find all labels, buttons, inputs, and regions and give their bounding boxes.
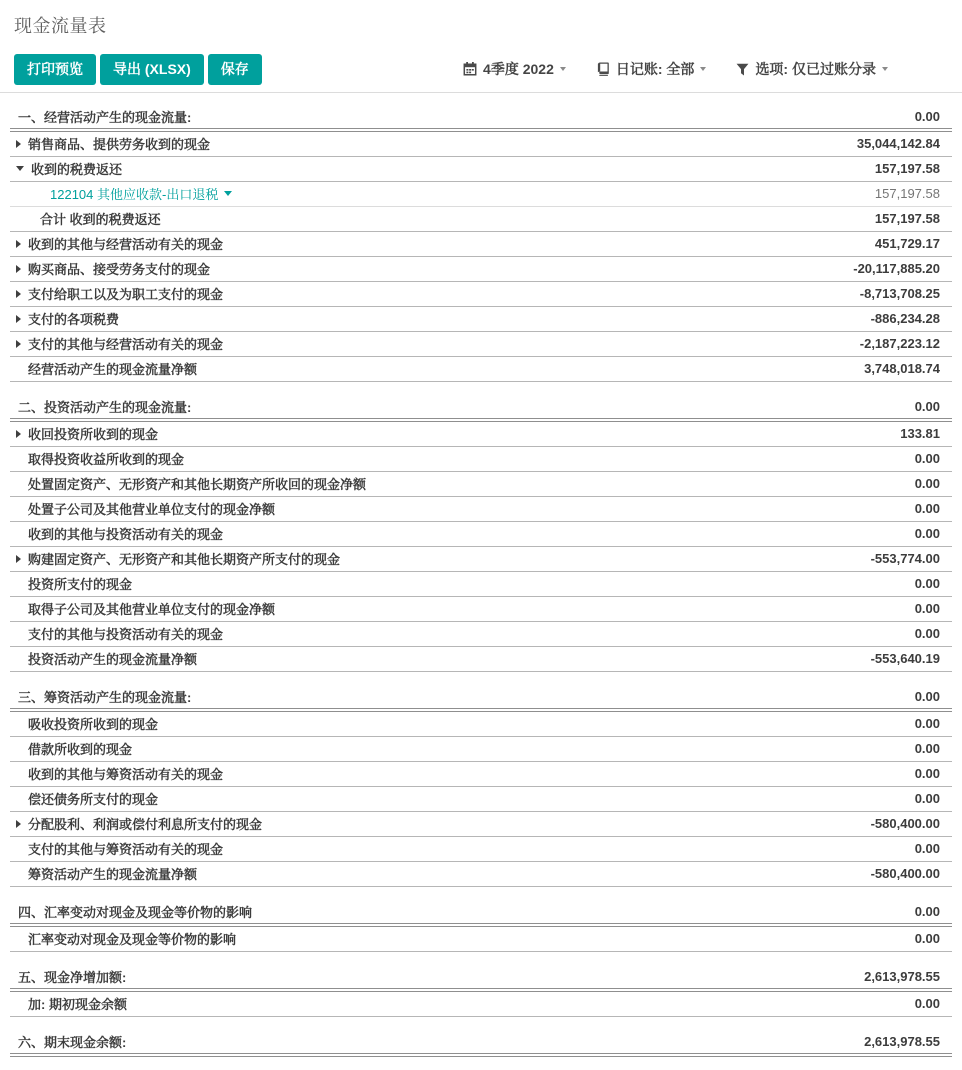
- calendar-icon: [463, 62, 477, 76]
- expand-caret-icon[interactable]: [16, 290, 21, 298]
- save-button[interactable]: 保存: [208, 54, 262, 85]
- row-label: 支付的各项税费: [28, 312, 120, 328]
- report-row: [10, 900, 952, 927]
- collapse-caret-icon[interactable]: [16, 166, 24, 171]
- report-row: [10, 992, 952, 1017]
- row-label: 分配股利、利润或偿付利息所支付的现金: [28, 817, 263, 833]
- row-label: 处置固定资产、无形资产和其他长期资产所收回的现金净额: [28, 477, 367, 493]
- row-label: 五、现金净增加额:: [18, 969, 127, 985]
- report-row[interactable]: [10, 157, 952, 182]
- button-group: [14, 54, 262, 85]
- report-row: [10, 572, 952, 597]
- row-value: -580,400.00: [870, 866, 940, 882]
- report-section: [10, 965, 952, 1017]
- print-preview-button[interactable]: 打印预览: [14, 54, 96, 85]
- options-filter-label: 选项: 仅已过账分录: [755, 61, 876, 78]
- options-filter[interactable]: [736, 59, 888, 79]
- row-value: -8,713,708.25: [859, 286, 940, 302]
- report-row: [10, 497, 952, 522]
- period-filter-label: 4季度 2022: [483, 61, 554, 78]
- report-row: [10, 862, 952, 887]
- chevron-down-icon: [882, 67, 888, 71]
- row-label: 投资所支付的现金: [28, 577, 133, 593]
- report-row: [10, 472, 952, 497]
- row-label: 筹资活动产生的现金流量净额: [28, 867, 198, 883]
- journal-filter[interactable]: [596, 59, 707, 79]
- row-label: 四、汇率变动对现金及现金等价物的影响: [18, 904, 253, 920]
- report-row: [10, 207, 952, 232]
- row-label: 取得子公司及其他营业单位支付的现金净额: [28, 602, 276, 618]
- report-row: [10, 685, 952, 712]
- report-row: [10, 647, 952, 672]
- report-row[interactable]: [10, 132, 952, 157]
- row-value: 0.00: [914, 716, 940, 732]
- page-title: 现金流量表: [14, 16, 107, 36]
- row-label: 六、期末现金余额:: [18, 1034, 127, 1050]
- report-row[interactable]: [10, 812, 952, 837]
- report-row[interactable]: [10, 182, 952, 207]
- journal-filter-label: 日记账: 全部: [615, 61, 695, 78]
- row-value: 0.00: [914, 501, 940, 517]
- row-label: 合计 收到的税费返还: [40, 212, 161, 228]
- cash-flow-report-table: [10, 105, 952, 1057]
- row-value: 451,729.17: [874, 236, 940, 252]
- report-row[interactable]: [10, 282, 952, 307]
- report-section: [10, 105, 952, 382]
- expand-caret-icon[interactable]: [16, 340, 21, 348]
- row-label: 借款所收到的现金: [28, 742, 133, 758]
- row-value: 0.00: [914, 688, 940, 704]
- report-row[interactable]: [10, 422, 952, 447]
- report-row[interactable]: [10, 307, 952, 332]
- row-label: 收到的其他与筹资活动有关的现金: [28, 767, 224, 783]
- row-label: 偿还债务所支付的现金: [28, 792, 159, 808]
- row-value: 0.00: [914, 108, 940, 124]
- row-value: -2,187,223.12: [859, 336, 940, 352]
- row-label: 加: 期初现金余额: [28, 997, 127, 1013]
- report-section: [10, 395, 952, 672]
- expand-caret-icon[interactable]: [16, 315, 21, 323]
- row-value: 2,613,978.55: [864, 968, 940, 984]
- row-value: 0.00: [914, 576, 940, 592]
- row-value: 3,748,018.74: [864, 361, 940, 377]
- row-label: 销售商品、提供劳务收到的现金: [28, 137, 211, 153]
- row-label: 收到的税费返还: [31, 162, 123, 178]
- row-value: 2,613,978.55: [864, 1033, 940, 1049]
- row-label: 投资活动产生的现金流量净额: [28, 652, 198, 668]
- report-row: [10, 597, 952, 622]
- filter-funnel-icon: [736, 63, 749, 76]
- row-label: 处置子公司及其他营业单位支付的现金净额: [28, 502, 276, 518]
- row-label: 二、投资活动产生的现金流量:: [18, 399, 192, 415]
- row-value: 0.00: [914, 601, 940, 617]
- row-value: 0.00: [914, 931, 940, 947]
- row-value: 0.00: [914, 741, 940, 757]
- row-value: 0.00: [914, 476, 940, 492]
- expand-caret-icon[interactable]: [16, 140, 21, 148]
- chevron-down-icon: [560, 67, 566, 71]
- row-value: 0.00: [914, 526, 940, 542]
- row-value: 0.00: [914, 841, 940, 857]
- report-row[interactable]: [10, 332, 952, 357]
- row-value: -553,640.19: [870, 651, 940, 667]
- export-xlsx-button[interactable]: 导出 (XLSX): [100, 54, 204, 85]
- row-label: 吸收投资所收到的现金: [28, 717, 159, 733]
- report-row: [10, 622, 952, 647]
- report-row: [10, 965, 952, 992]
- account-dropdown-caret-icon[interactable]: [224, 191, 232, 196]
- row-label: 收回投资所收到的现金: [28, 427, 159, 443]
- report-row[interactable]: [10, 547, 952, 572]
- row-label: 取得投资收益所收到的现金: [28, 452, 185, 468]
- row-value: -580,400.00: [870, 816, 940, 832]
- row-value: 157,197.58: [874, 186, 940, 202]
- row-value: 0.00: [914, 626, 940, 642]
- row-value: 133.81: [900, 426, 940, 442]
- report-row: [10, 787, 952, 812]
- report-row: [10, 1030, 952, 1057]
- row-label: 三、筹资活动产生的现金流量:: [18, 689, 192, 705]
- expand-caret-icon[interactable]: [16, 240, 21, 248]
- row-value: -553,774.00: [870, 551, 940, 567]
- row-value: 0.00: [914, 996, 940, 1012]
- report-row: [10, 447, 952, 472]
- journal-book-icon: [596, 62, 610, 76]
- row-label: 一、经营活动产生的现金流量:: [18, 109, 192, 125]
- report-section: [10, 685, 952, 887]
- row-value: 0.00: [914, 791, 940, 807]
- row-label: 支付的其他与经营活动有关的现金: [28, 337, 224, 353]
- report-row: [10, 737, 952, 762]
- chevron-down-icon: [700, 67, 706, 71]
- expand-caret-icon[interactable]: [16, 265, 21, 273]
- report-row: [10, 762, 952, 787]
- row-label: 收到的其他与经营活动有关的现金: [28, 237, 224, 253]
- report-row: [10, 395, 952, 422]
- report-row: [10, 522, 952, 547]
- report-row: [10, 357, 952, 382]
- report-row[interactable]: [10, 257, 952, 282]
- row-label: 汇率变动对现金及现金等价物的影响: [28, 932, 237, 948]
- row-label: 收到的其他与投资活动有关的现金: [28, 527, 224, 543]
- filter-bar: [463, 59, 888, 79]
- row-value: -20,117,885.20: [853, 261, 940, 277]
- row-value: 0.00: [914, 766, 940, 782]
- report-row: [10, 837, 952, 862]
- row-value: 157,197.58: [874, 161, 940, 177]
- row-value: 0.00: [914, 451, 940, 467]
- row-label: 购建固定资产、无形资产和其他长期资产所支付的现金: [28, 552, 341, 568]
- report-row: [10, 927, 952, 952]
- row-label: 支付的其他与投资活动有关的现金: [28, 627, 224, 643]
- row-value: -886,234.28: [870, 311, 940, 327]
- row-label: 经营活动产生的现金流量净额: [28, 362, 198, 378]
- row-label: 购买商品、接受劳务支付的现金: [28, 262, 211, 278]
- report-row: [10, 105, 952, 132]
- report-section: [10, 1030, 952, 1057]
- report-section: [10, 900, 952, 952]
- row-value: 157,197.58: [874, 211, 940, 227]
- period-filter[interactable]: [463, 59, 566, 79]
- expand-caret-icon[interactable]: [16, 820, 21, 828]
- account-link[interactable]: 122104 其他应收款-出口退税: [50, 187, 219, 203]
- report-row[interactable]: [10, 232, 952, 257]
- page-header: [0, 0, 962, 93]
- report-row: [10, 712, 952, 737]
- row-value: 0.00: [914, 398, 940, 414]
- row-label: 支付给职工以及为职工支付的现金: [28, 287, 224, 303]
- toolbar: [0, 54, 962, 92]
- row-value: 35,044,142.84: [856, 136, 940, 152]
- row-label: 支付的其他与筹资活动有关的现金: [28, 842, 224, 858]
- expand-caret-icon[interactable]: [16, 555, 21, 563]
- row-value: 0.00: [914, 903, 940, 919]
- expand-caret-icon[interactable]: [16, 430, 21, 438]
